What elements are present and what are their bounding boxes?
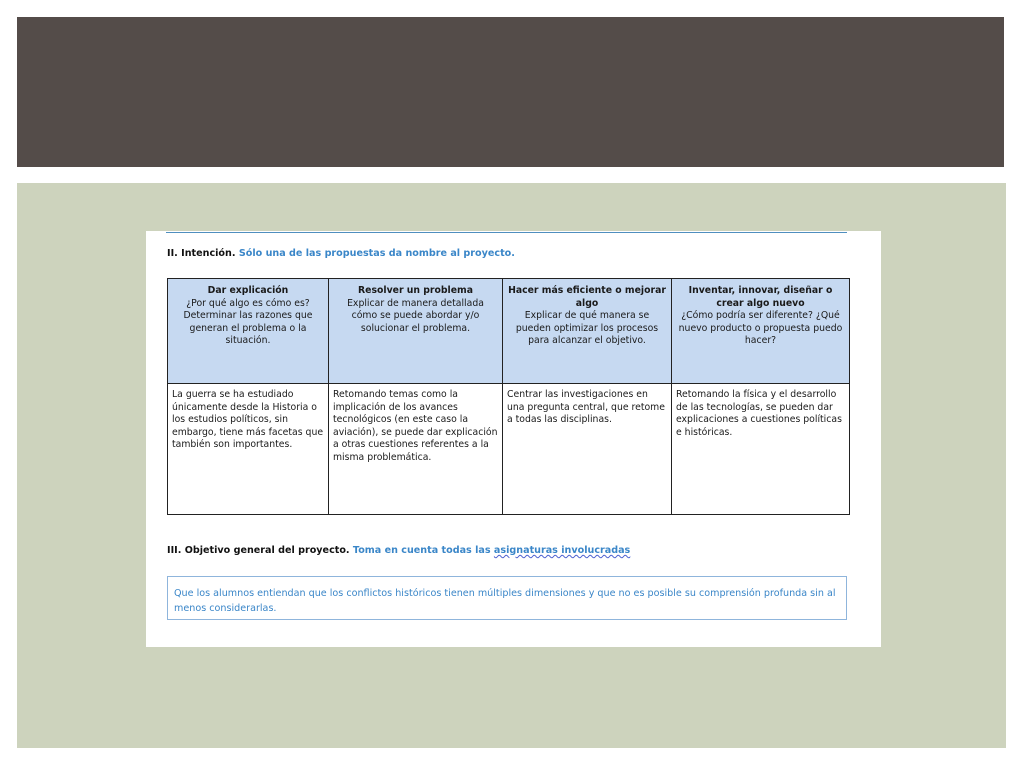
intention-option-improve xyxy=(503,279,672,384)
objective-text: Que los alumnos entiendan que los conflictos históricos tienen múltiples dimensiones y que no es posible su comprensión profunda sin al menos considerarlas. xyxy=(174,588,836,614)
table-cell: Centrar las investigaciones en una pregunta central, que retome a todas las disciplinas. xyxy=(503,384,672,515)
intention-option-solve xyxy=(329,279,503,384)
option-description: Explicar de qué manera se pueden optimizar los procesos para alcanzar el objetivo. xyxy=(515,310,659,347)
option-title: Dar explicación xyxy=(207,285,289,296)
option-title: Hacer más eficiente o mejorar algo xyxy=(508,285,666,309)
intention-option-invent xyxy=(672,279,850,384)
slide-title-band xyxy=(17,17,1004,167)
document-image xyxy=(146,231,881,647)
section-intention-instruction: Sólo una de las propuestas da nombre al proyecto. xyxy=(238,248,515,259)
section-intention-label: II. Intención. xyxy=(167,248,236,259)
section-objective-heading xyxy=(167,545,630,556)
table-cell: La guerra se ha estudiado únicamente desde la Historia o los estudios políticos, sin embargo, tiene más facetas que también son importantes. xyxy=(168,384,329,515)
intention-table-content-row xyxy=(168,384,850,515)
option-description: ¿Por qué algo es cómo es? Determinar las razones que generan el problema o la situación. xyxy=(183,297,313,347)
table-cell: Retomando temas como la implicación de los avances tecnológicos (en este caso la aviación), se puede dar explicación a otras cuestiones referentes a la misma problemática. xyxy=(329,384,503,515)
section-intention-heading xyxy=(167,248,515,259)
document-top-rule xyxy=(166,232,847,233)
intention-table-header-row xyxy=(168,279,850,384)
table-cell: Retomando la física y el desarrollo de las tecnologías, se pueden dar explicaciones a cuestiones políticas e históricas. xyxy=(672,384,850,515)
option-title: Resolver un problema xyxy=(358,285,473,296)
option-description: ¿Cómo podría ser diferente? ¿Qué nuevo producto o propuesta puedo hacer? xyxy=(678,310,843,347)
section-objective-instruction: Toma en cuenta todas las xyxy=(352,545,491,556)
section-objective-instruction-underlined: asignaturas involucradas xyxy=(493,545,631,556)
intention-table xyxy=(167,278,850,515)
section-objective-label: III. Objetivo general del proyecto. xyxy=(167,545,350,556)
option-title: Inventar, innovar, diseñar o crear algo nuevo xyxy=(688,285,833,309)
objective-text-box xyxy=(167,576,847,620)
intention-option-explain xyxy=(168,279,329,384)
option-description: Explicar de manera detallada cómo se puede abordar y/o solucionar el problema. xyxy=(347,297,484,334)
